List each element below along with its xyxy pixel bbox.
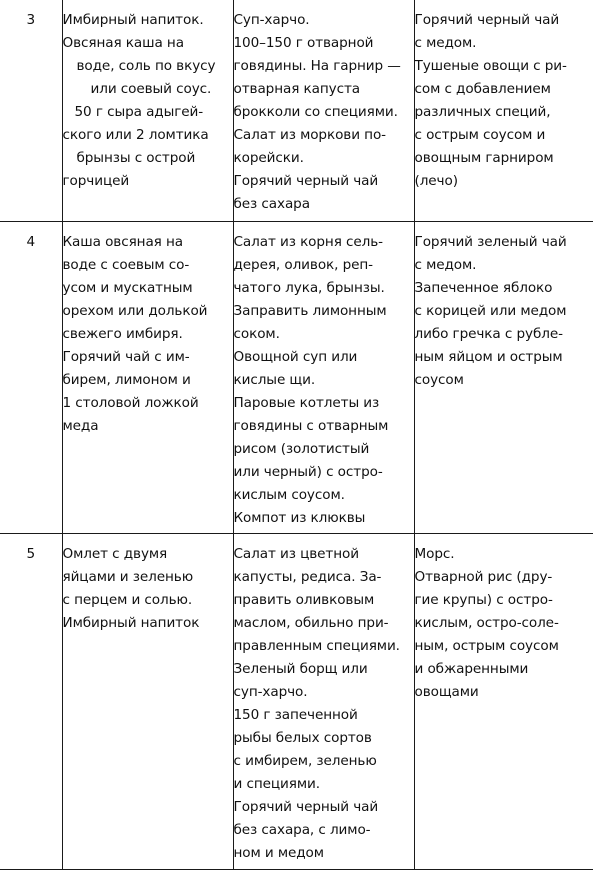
text-line: чатого лука, брынзы. — [234, 277, 414, 300]
text-line: овощным гарниром — [415, 147, 593, 170]
text-line: кислым, остро-соле- — [415, 612, 593, 635]
text-line: с медом. — [415, 254, 593, 277]
text-line: Горячий черный чай — [415, 9, 593, 32]
text-line: с медом. — [415, 32, 593, 55]
day-number: 5 — [0, 543, 62, 566]
text-line: брынзы с острой — [63, 147, 233, 170]
text-line: ным, острым соусом — [415, 635, 593, 658]
text-line: Имбирный напиток. — [63, 9, 233, 32]
text-line: овощами — [415, 681, 593, 704]
text-line: Заправить лимонным — [234, 300, 414, 323]
text-line: Горячий чай с им- — [63, 346, 233, 369]
text-line: 1 столовой ложкой — [63, 392, 233, 415]
text-line: ского или 2 ломтика — [63, 124, 233, 147]
text-line: либо гречка с рубле- — [415, 323, 593, 346]
text-line: Морс. — [415, 543, 593, 566]
text-line: Овощной суп или — [234, 346, 414, 369]
day-number-cell — [0, 533, 62, 869]
text-line: ном и медом — [234, 842, 414, 865]
dinner-cell — [414, 221, 593, 533]
day-number-cell — [0, 0, 62, 221]
text-line: с корицей или медом — [415, 300, 593, 323]
text-line: Имбирный напиток — [63, 612, 233, 635]
lunch-cell — [233, 533, 414, 869]
text-line: Салат из корня сель- — [234, 231, 414, 254]
text-line: различных специй, — [415, 101, 593, 124]
text-line: Зеленый борщ или — [234, 658, 414, 681]
text-line: Суп-харчо. — [234, 9, 414, 32]
lunch-cell — [233, 0, 414, 221]
table-row — [0, 533, 593, 869]
day-number: 3 — [0, 9, 62, 32]
text-line: Салат из цветной — [234, 543, 414, 566]
text-line: Овсяная каша на — [63, 32, 233, 55]
text-line: гие крупы) с остро- — [415, 589, 593, 612]
text-line: отварная капуста — [234, 78, 414, 101]
table-row — [0, 0, 593, 221]
text-line: без сахара, с лимо- — [234, 819, 414, 842]
text-line: кислым соусом. — [234, 484, 414, 507]
text-line: соком. — [234, 323, 414, 346]
text-line: воде с соевым со- — [63, 254, 233, 277]
text-line: воде, соль по вкусу — [63, 55, 233, 78]
dinner-cell — [414, 0, 593, 221]
text-line: Горячий зеленый чай — [415, 231, 593, 254]
text-line: капусты, редиса. За- — [234, 566, 414, 589]
text-line: Тушеные овощи с ри- — [415, 55, 593, 78]
text-line: править оливковым — [234, 589, 414, 612]
day-number-cell — [0, 221, 62, 533]
text-line: бирем, лимоном и — [63, 369, 233, 392]
breakfast-cell — [62, 221, 233, 533]
text-line: маслом, обильно при- — [234, 612, 414, 635]
text-line: свежего имбиря. — [63, 323, 233, 346]
text-line: Каша овсяная на — [63, 231, 233, 254]
text-line: ным яйцом и острым — [415, 346, 593, 369]
text-line: правленным специями. — [234, 635, 414, 658]
text-line: говядины. На гарнир — — [234, 55, 414, 78]
day-number: 4 — [0, 231, 62, 254]
text-line: (лечо) — [415, 170, 593, 193]
text-line: Отварной рис (дру- — [415, 566, 593, 589]
text-line: кислые щи. — [234, 369, 414, 392]
text-line: Запеченное яблоко — [415, 277, 593, 300]
text-line: с перцем и солью. — [63, 589, 233, 612]
text-line: дерея, оливок, реп- — [234, 254, 414, 277]
text-line: Компот из клюквы — [234, 507, 414, 530]
text-line: 100–150 г отварной — [234, 32, 414, 55]
text-line: или черный) с остро- — [234, 461, 414, 484]
text-line: говядины с отварным — [234, 415, 414, 438]
text-line: соусом — [415, 369, 593, 392]
text-line: с острым соусом и — [415, 124, 593, 147]
text-line: рыбы белых сортов — [234, 727, 414, 750]
text-line: меда — [63, 415, 233, 438]
text-line: или соевый соус. — [63, 78, 233, 101]
text-line: Омлет с двумя — [63, 543, 233, 566]
lunch-cell — [233, 221, 414, 533]
text-line: Паровые котлеты из — [234, 392, 414, 415]
text-line: сом с добавлением — [415, 78, 593, 101]
text-line: без сахара — [234, 193, 414, 216]
text-line: суп-харчо. — [234, 681, 414, 704]
text-line: 50 г сыра адыгей- — [63, 101, 233, 124]
text-line: яйцами и зеленью — [63, 566, 233, 589]
text-line: Салат из моркови по- — [234, 124, 414, 147]
text-line: усом и мускатным — [63, 277, 233, 300]
text-line: Горячий черный чай — [234, 170, 414, 193]
breakfast-cell — [62, 0, 233, 221]
table-row — [0, 221, 593, 533]
text-line: 150 г запеченной — [234, 704, 414, 727]
text-line: горчицей — [63, 170, 233, 193]
text-line: брокколи со специями. — [234, 101, 414, 124]
text-line: рисом (золотистый — [234, 438, 414, 461]
text-line: и обжаренными — [415, 658, 593, 681]
text-line: корейски. — [234, 147, 414, 170]
text-line: орехом или долькой — [63, 300, 233, 323]
dinner-cell — [414, 533, 593, 869]
text-line: Горячий черный чай — [234, 796, 414, 819]
breakfast-cell — [62, 533, 233, 869]
text-line: и специями. — [234, 773, 414, 796]
text-line: с имбирем, зеленью — [234, 750, 414, 773]
